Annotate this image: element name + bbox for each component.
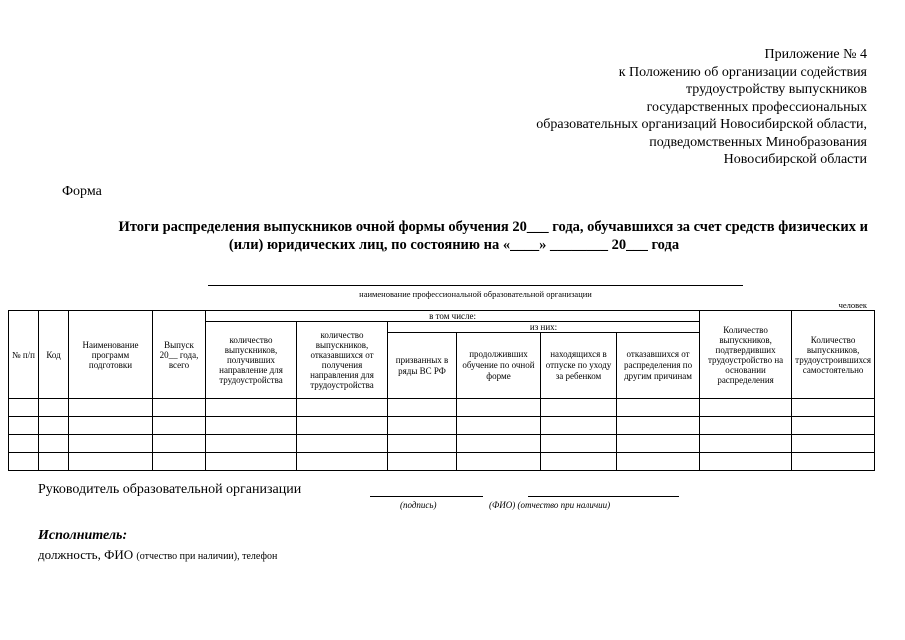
header-army: призванных в ряды ВС РФ: [388, 333, 457, 399]
table-cell[interactable]: [388, 399, 457, 417]
contact-phone: , телефон: [237, 551, 278, 562]
table-cell[interactable]: [153, 453, 206, 471]
table-cell[interactable]: [39, 435, 69, 453]
table-cell[interactable]: [297, 453, 388, 471]
table-cell[interactable]: [39, 453, 69, 471]
table-cell[interactable]: [457, 453, 541, 471]
full-name-caption: (ФИО) (отчество при наличии): [489, 500, 611, 510]
contact-main: должность, ФИО: [38, 547, 137, 562]
signature-line[interactable]: [370, 496, 483, 497]
table-cell[interactable]: [69, 399, 153, 417]
table-row: [9, 399, 875, 417]
table-cell[interactable]: [206, 417, 297, 435]
header-graduates: Выпуск 20__ года, всего: [153, 311, 206, 399]
header-program: Наименование программ подготовки: [69, 311, 153, 399]
table-cell[interactable]: [700, 453, 792, 471]
table-cell[interactable]: [69, 453, 153, 471]
table-cell[interactable]: [39, 399, 69, 417]
table-cell[interactable]: [69, 417, 153, 435]
header-leave: находящихся в отпуске по уходу за ребенком: [541, 333, 617, 399]
table-cell[interactable]: [206, 453, 297, 471]
appendix-line: Новосибирской области: [723, 152, 867, 167]
table-cell[interactable]: [700, 399, 792, 417]
table-cell[interactable]: [541, 453, 617, 471]
table-cell[interactable]: [9, 453, 39, 471]
header-self: Количество выпускников, трудоустроившихся самостоятельно: [792, 311, 875, 399]
header-confirmed: Количество выпускников, подтвердивших трудоустройство на основании распределения: [700, 311, 792, 399]
table-cell[interactable]: [9, 435, 39, 453]
head-signature-label: Руководитель образовательной организации: [38, 482, 302, 497]
table-cell[interactable]: [617, 417, 700, 435]
units-label: человек: [838, 300, 867, 310]
table-cell[interactable]: [297, 399, 388, 417]
appendix-header: [536, 46, 867, 169]
table-cell[interactable]: [206, 435, 297, 453]
title-line-1: Итоги распределения выпускников очной формы обучения 20___ года, обучавшихся за счет средств физических и: [118, 219, 868, 235]
org-name-caption: наименование профессиональной образовательной организации: [359, 289, 592, 299]
table-cell[interactable]: [9, 399, 39, 417]
appendix-line: государственных профессиональных: [646, 99, 867, 115]
appendix-line: Приложение № 4: [764, 47, 867, 62]
table-cell[interactable]: [792, 453, 875, 471]
header-num: № п/п: [9, 311, 39, 399]
table-row: [9, 453, 875, 471]
appendix-line: образовательных организаций Новосибирской области,: [536, 117, 867, 132]
table-cell[interactable]: [792, 435, 875, 453]
table-cell[interactable]: [792, 399, 875, 417]
table-cell[interactable]: [153, 417, 206, 435]
table-cell[interactable]: [617, 399, 700, 417]
contact-patronymic-note: (отчество при наличии): [136, 551, 238, 562]
table-row: [9, 435, 875, 453]
form-label: Форма: [62, 184, 102, 199]
header-including: в том числе:: [206, 311, 700, 322]
appendix-line: к Положению об организации содействия: [618, 64, 867, 80]
table-row: [9, 417, 875, 435]
table-cell[interactable]: [388, 417, 457, 435]
header-code: Код: [39, 311, 69, 399]
table-cell[interactable]: [617, 453, 700, 471]
executor-contact: [38, 547, 277, 563]
full-name-line[interactable]: [528, 496, 679, 497]
table-cell[interactable]: [457, 399, 541, 417]
appendix-line: подведомственных Минобразования: [649, 134, 867, 150]
table-cell[interactable]: [39, 417, 69, 435]
table-cell[interactable]: [9, 417, 39, 435]
table-cell[interactable]: [541, 435, 617, 453]
table-cell[interactable]: [206, 399, 297, 417]
table-cell[interactable]: [457, 417, 541, 435]
table-cell[interactable]: [297, 417, 388, 435]
table-cell[interactable]: [700, 417, 792, 435]
header-of-them: из них:: [388, 322, 700, 333]
table-cell[interactable]: [700, 435, 792, 453]
table-cell[interactable]: [792, 417, 875, 435]
table-header-row: [9, 311, 875, 322]
table-cell[interactable]: [153, 435, 206, 453]
table-cell[interactable]: [457, 435, 541, 453]
table-cell[interactable]: [297, 435, 388, 453]
header-study: продолживших обучение по очной форме: [457, 333, 541, 399]
distribution-table: [8, 310, 875, 471]
table-cell[interactable]: [541, 417, 617, 435]
title-line-2: (или) юридических лиц, по состоянию на «____» ________ 20___ года: [228, 237, 680, 253]
header-referred: количество выпускников, получивших направление для трудоустройства: [206, 322, 297, 399]
document-title: [40, 218, 868, 254]
table-cell[interactable]: [388, 435, 457, 453]
executor-label: Исполнитель:: [38, 528, 128, 543]
signature-caption: (подпись): [400, 500, 437, 510]
appendix-line: трудоустройству выпускников: [686, 82, 867, 97]
table-cell[interactable]: [153, 399, 206, 417]
header-refused: количество выпускников, отказавшихся от получения направления для трудоустройства: [297, 322, 388, 399]
table-cell[interactable]: [69, 435, 153, 453]
table-cell[interactable]: [388, 453, 457, 471]
header-other: отказавшихся от распределения по другим причинам: [617, 333, 700, 399]
table-cell[interactable]: [617, 435, 700, 453]
table-cell[interactable]: [541, 399, 617, 417]
org-name-line: [208, 285, 743, 286]
